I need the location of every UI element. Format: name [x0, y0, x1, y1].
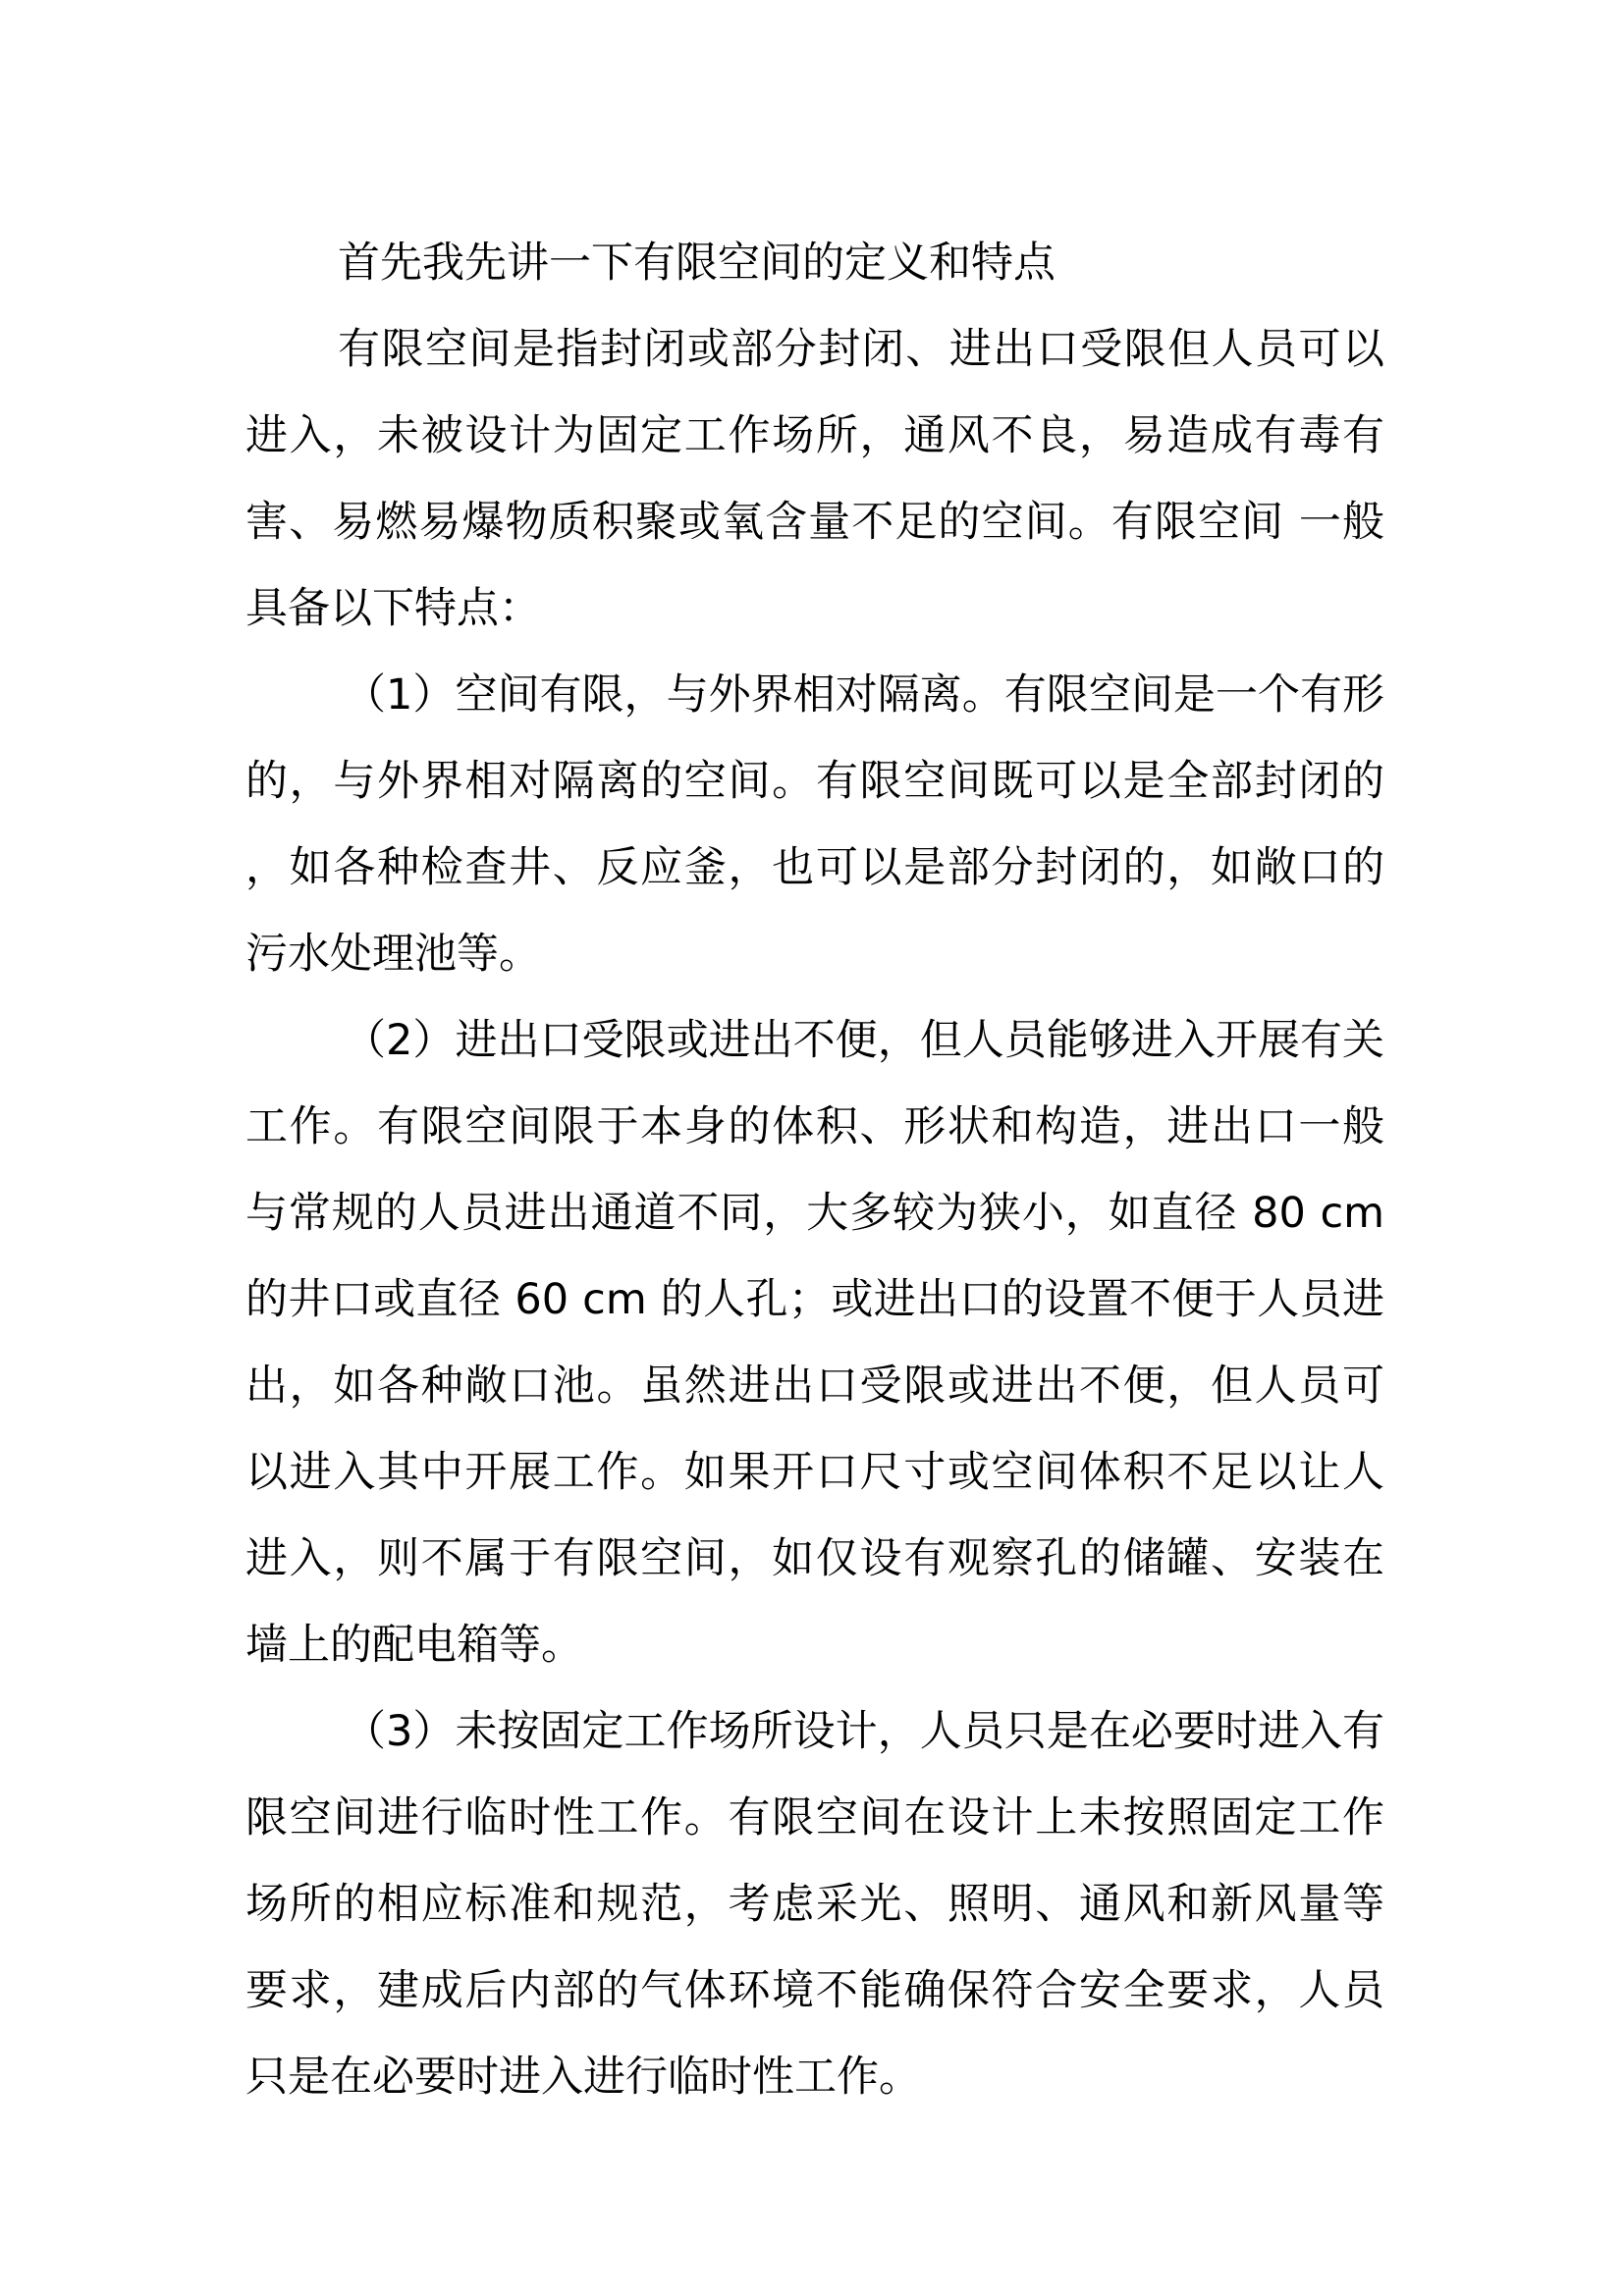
intro-heading: 首先我先讲一下有限空间的定义和特点: [338, 239, 1056, 288]
feature-3-paragraph: （3）未按固定工作场所设计，人员只是在必要时进入有限空间进行临时性工作。有限空间在设计上未按照固定工作场所的相应标准和规范，考虑采光、照明、通风和新风量等要求，建成后内部的气体环境不能确保符合安全要求，人员只是在必要时进入进行临时性工作。: [245, 1707, 1384, 2102]
document-body: [245, 220, 1384, 2120]
definition-paragraph: 有限空间是指封闭或部分封闭、进出口受限但人员可以进入，未被设计为固定工作场所，通风不良，易造成有毒有害、易燃易爆物质积聚或氧含量不足的空间。有限空间 一般具备以下特点：: [245, 325, 1384, 633]
feature-2-paragraph: （2）进出口受限或进出不便，但人员能够进入开展有关工作。有限空间限于本身的体积、形状和构造，进出口一般与常规的人员进出通道不同，大多较为狭小，如直径 80 cm 的井口或直径 60 cm 的人孔；或进出口的设置不便于人员进出，如各种敞口池。虽然进出口受限或进出不便，但人员可以进入其中开展工作。如果开口尺寸或空间体积不足以让人进入，则不属于有限空间，如仅设有观察孔的储罐、安装在墙上的配电箱等。: [245, 1016, 1384, 1670]
feature-1-paragraph: （1）空间有限，与外界相对隔离。有限空间是一个有形的，与外界相对隔离的空间。有限空间既可以是全部封闭的，如各种检查井、反应釜，也可以是部分封闭的，如敞口的污水处理池等。: [245, 670, 1384, 979]
